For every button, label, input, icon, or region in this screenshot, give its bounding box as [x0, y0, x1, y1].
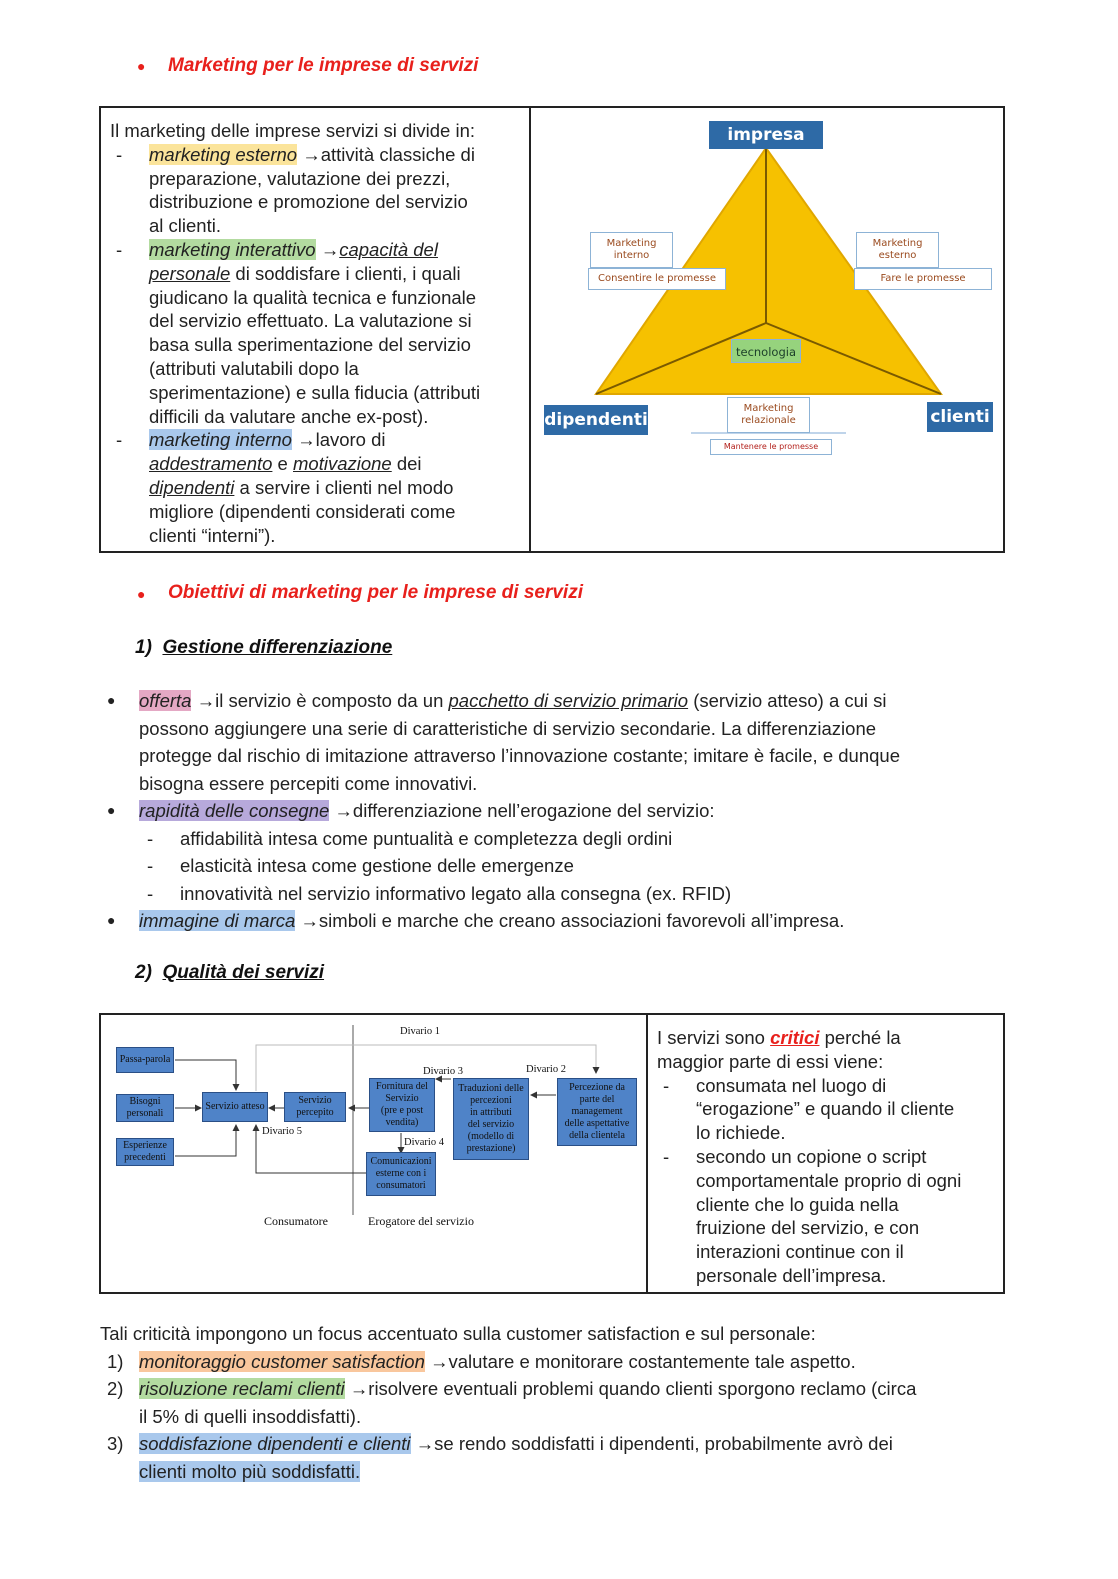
item-text: a servire i clienti nel modo: [234, 476, 454, 498]
item-text: bisogna essere percepiti come innovativi.: [139, 772, 478, 794]
item-text: dei: [391, 453, 422, 475]
term-soddisfazione: soddisfazione dipendenti e clienti: [139, 1433, 411, 1454]
list-item: [100, 1348, 1015, 1376]
item-text: →risolvere eventuali problemi quando clienti sporgono reclamo (circa: [344, 1378, 917, 1399]
marketing-text-cell: [110, 119, 525, 547]
table-divider: [646, 1013, 648, 1294]
dash: -: [147, 882, 154, 904]
mk-relazionale-sub: Mantenere le promesse: [710, 439, 832, 455]
bullet: ●: [107, 912, 116, 928]
box-passa-parola: Passa-parola: [116, 1047, 174, 1073]
label-divario-2: Divario 2: [526, 1064, 566, 1075]
item-text: difficili da valutare anche ex-post).: [149, 405, 429, 427]
item-text: consumata nel luogo di: [696, 1074, 887, 1096]
list-item: [110, 428, 525, 547]
term-offerta: offerta: [139, 690, 192, 711]
list-item: [100, 1430, 1015, 1485]
dash: -: [116, 429, 123, 451]
item-text: “erogazione” e quando il cliente: [696, 1098, 955, 1120]
box-fornitura: Fornitura del Servizio (pre e post vendita): [369, 1078, 435, 1132]
label-erogatore: Erogatore del servizio: [368, 1214, 474, 1228]
dash: -: [663, 1145, 670, 1167]
item-text: affidabilità intesa come puntualità e completezza degli ordini: [180, 827, 673, 849]
subheading: [135, 637, 392, 659]
item-text: perché la: [819, 1027, 901, 1048]
section-heading: Obiettivi di marketing per le imprese di servizi: [168, 582, 583, 603]
triangle-diagram: [531, 108, 1003, 551]
tecnologia-label: tecnologia: [731, 339, 801, 363]
term-monitoraggio: monitoraggio customer satisfaction: [139, 1350, 425, 1372]
item-text: secondo un copione o script: [696, 1145, 927, 1167]
item-text: e: [272, 453, 293, 475]
list-item: [110, 238, 525, 428]
dash: -: [116, 238, 123, 260]
list-item: [657, 1145, 997, 1288]
focus-intro: Tali criticità impongono un focus accentuato sulla customer satisfaction e sul personale:: [100, 1323, 816, 1344]
item-text: elasticità intesa come gestione delle emergenze: [180, 855, 574, 876]
section-heading: Marketing per le imprese di servizi: [168, 55, 479, 76]
subheading-title: Qualità dei servizi: [162, 962, 325, 983]
item-text: possono aggiungere una serie di caratteristiche di servizio secondarie. La differenziazione: [139, 717, 877, 739]
item-text: (attributi valutabili dopo la: [149, 357, 359, 379]
term-marketing-esterno: marketing esterno: [149, 143, 298, 165]
intro-text: Il marketing delle imprese servizi si divide in:: [110, 120, 475, 141]
list-item: [100, 1375, 1015, 1430]
underlined-text: personale: [149, 262, 231, 284]
list-number: 1): [107, 1350, 124, 1372]
list-item: [110, 143, 525, 238]
item-text: I servizi sono: [657, 1027, 771, 1048]
item-text: il 5% di quelli insoddisfatti).: [139, 1405, 362, 1427]
label-consumatore: Consumatore: [264, 1214, 328, 1228]
differentiation-list: [107, 687, 1007, 935]
box-servizio-percepito: Servizio percepito: [284, 1092, 346, 1122]
item-text: fruizione del servizio, e con: [696, 1217, 920, 1239]
item-text: clienti “interni”).: [149, 524, 276, 546]
mk-esterno-sub: Fare le promesse: [854, 268, 992, 290]
box-esperienze: Esperienze precedenti: [116, 1138, 174, 1166]
label-divario-1: Divario 1: [400, 1026, 440, 1037]
subheading-num: 1): [135, 637, 152, 658]
list-item: [107, 687, 1007, 797]
item-text: distribuzione e promozione del servizio: [149, 191, 468, 213]
item-text: →attività classiche di: [302, 143, 475, 165]
item-text: del servizio effettuato. La valutazione si: [149, 310, 472, 332]
focus-section: [100, 1320, 1015, 1485]
sub-item: [139, 825, 1007, 853]
underlined-text: motivazione: [293, 453, 392, 475]
mk-relazionale-title: Marketing relazionale: [727, 397, 810, 433]
box-bisogni: Bisogni personali: [116, 1094, 174, 1122]
box-traduzioni: Traduzioni delle percezioni in attributi del servizio (modello di prestazione): [453, 1078, 529, 1160]
item-text: giudicano la qualità tecnica e funzionale: [149, 286, 477, 308]
item-text: basa sulla sperimentazione del servizio: [149, 334, 471, 356]
item-text: (servizio atteso) a cui si: [688, 690, 887, 711]
mk-interno-sub: Consentire le promesse: [588, 268, 726, 290]
item-text: →valutare e monitorare costantemente tale aspetto.: [424, 1350, 856, 1372]
list-item: [107, 797, 1007, 907]
subheading-title: Gestione differenziazione: [162, 637, 393, 658]
label-divario-4: Divario 4: [404, 1137, 444, 1148]
sub-item: [139, 852, 1007, 880]
item-text: cliente che lo guida nella: [696, 1193, 899, 1215]
item-text: maggior parte di essi viene:: [657, 1050, 884, 1072]
subheading-num: 2): [135, 962, 152, 983]
mk-esterno-title: Marketing esterno: [856, 232, 939, 268]
mk-interno-title: Marketing interno: [590, 232, 673, 268]
item-text: →il servizio è composto da un: [191, 690, 449, 711]
bullet: ●: [137, 58, 146, 74]
item-text: interazioni continue con il: [696, 1241, 904, 1263]
bullet: ●: [107, 692, 116, 708]
item-text: lo richiede.: [696, 1122, 786, 1144]
dipendenti-label: dipendenti: [544, 405, 648, 435]
underlined-text: pacchetto di servizio primario: [448, 690, 689, 711]
dash: -: [147, 827, 154, 849]
item-text: →simboli e marche che creano associazioni favorevoli all’impresa.: [295, 910, 845, 931]
subheading: [135, 962, 324, 984]
item-text: di soddisfare i clienti, i quali: [230, 262, 461, 284]
term-immagine: immagine di marca: [139, 910, 296, 931]
label-divario-3: Divario 3: [423, 1066, 463, 1077]
item-text: →lavoro di: [291, 429, 386, 451]
list-item: [107, 907, 1007, 935]
underlined-text: addestramento: [149, 453, 273, 475]
term-rapidita: rapidità delle consegne: [139, 800, 330, 821]
bullet: ●: [137, 586, 146, 602]
dash: -: [663, 1074, 670, 1096]
item-text: comportamentale proprio di ogni: [696, 1169, 962, 1191]
box-servizio-atteso: Servizio atteso: [202, 1092, 268, 1122]
box-percezione: Percezione da parte del management delle aspettative della clientela: [557, 1078, 637, 1146]
item-text: personale dell’impresa.: [696, 1264, 887, 1286]
term-marketing-interattivo: marketing interattivo: [149, 238, 316, 260]
term-risoluzione: risoluzione reclami clienti: [139, 1378, 345, 1399]
dash: -: [116, 143, 123, 165]
dash: -: [147, 855, 154, 876]
item-text: sperimentazione) e sulla fiducia (attributi: [149, 381, 481, 403]
item-text: innovatività nel servizio informativo legato alla consegna (ex. RFID): [180, 882, 732, 904]
clienti-label: clienti: [927, 402, 993, 432]
box-comunicazioni: Comunicazioni esterne con i consumatori: [366, 1152, 436, 1196]
bullet: ●: [107, 802, 116, 818]
item-text: preparazione, valutazione dei prezzi,: [149, 167, 451, 189]
item-text: →differenziazione nell’erogazione del servizio:: [329, 800, 715, 821]
underlined-text: dipendenti: [149, 476, 235, 498]
item-text: →se rendo soddisfatti i dipendenti, probabilmente avrò dei: [410, 1433, 893, 1454]
list-number: 2): [107, 1378, 124, 1399]
critici-text-cell: [657, 1026, 997, 1288]
item-text: clienti molto più soddisfatti.: [139, 1460, 361, 1482]
underlined-text: capacità del: [339, 238, 438, 260]
item-text: migliore (dipendenti considerati come: [149, 500, 456, 522]
list-item: [657, 1074, 997, 1145]
sub-item: [139, 880, 1007, 908]
item-text: protegge dal rischio di imitazione attraverso l’innovazione costante; imitare è facile, e dunque: [139, 745, 900, 766]
list-number: 3): [107, 1433, 124, 1454]
critici-word: critici: [770, 1027, 820, 1048]
item-text: al clienti.: [149, 215, 221, 237]
impresa-label: impresa: [709, 121, 823, 149]
arrow: →: [315, 238, 340, 260]
label-divario-5: Divario 5: [262, 1126, 302, 1137]
term-marketing-interno: marketing interno: [149, 429, 292, 451]
